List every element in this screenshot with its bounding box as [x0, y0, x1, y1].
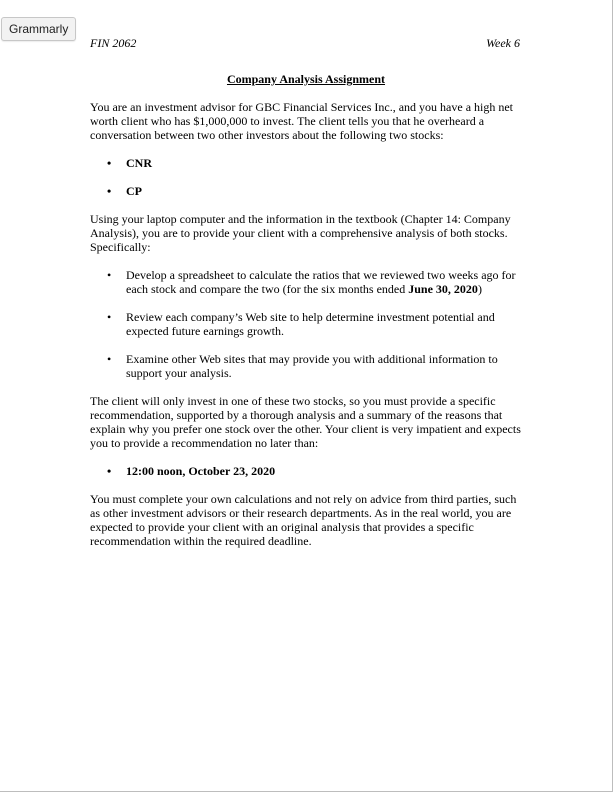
- grammarly-button[interactable]: Grammarly: [1, 17, 76, 41]
- document-body: [90, 72, 522, 562]
- task-item-close: ): [477, 282, 482, 296]
- deadline-item: • 12:00 noon, October 23, 2020: [90, 464, 522, 478]
- closing-paragraph: You must complete your own calculations and not rely on advice from third parties, such as other investment advisors or their research departments. As in the real world, you are expected to provide your client with an original analysis that provides a specific recommendation within the required deadline.: [90, 492, 517, 548]
- stock-item-cp: • CP: [90, 184, 522, 198]
- task-item-spreadsheet-text: Develop a spreadsheet to calculate the ratios that we reviewed two weeks ago for each stock and compare the two (for the six months ended: [126, 268, 516, 296]
- tasks-list: [90, 268, 522, 380]
- intro-paragraph: You are an investment advisor for GBC Financial Services Inc., and you have a high net worth client who has $1,000,000 to invest. The client tells you that he overheard a conversation between two other investors about the following two stocks:: [90, 100, 514, 142]
- document-title: Company Analysis Assignment: [226, 72, 386, 86]
- stocks-list: [90, 156, 522, 198]
- week-label: Week 6: [486, 36, 520, 50]
- task-item-spreadsheet: [90, 268, 522, 296]
- course-code: FIN 2062: [90, 36, 137, 50]
- stock-item-cnr: • CNR: [90, 156, 522, 170]
- recommendation-paragraph: The client will only invest in one of these two stocks, so you must provide a specific recommendation, supported by a thorough analysis and a summary of the reasons that explain why you prefer one stock over the other. Your client is very impatient and expects you to provide a recommendation no later than:: [90, 394, 521, 450]
- task-intro-paragraph: Using your laptop computer and the information in the textbook (Chapter 14: Company Analysis), you are to provide your client with a comprehensive analysis of both stocks. Specifically:: [90, 212, 511, 254]
- deadline-list: [90, 464, 522, 478]
- task-item-other-sites: • Examine other Web sites that may provide you with additional information to support your analysis.: [90, 352, 522, 380]
- task-item-websites: • Review each company’s Web site to help determine investment potential and expected future earnings growth.: [90, 310, 522, 338]
- task-item-date: June 30, 2020: [408, 282, 478, 296]
